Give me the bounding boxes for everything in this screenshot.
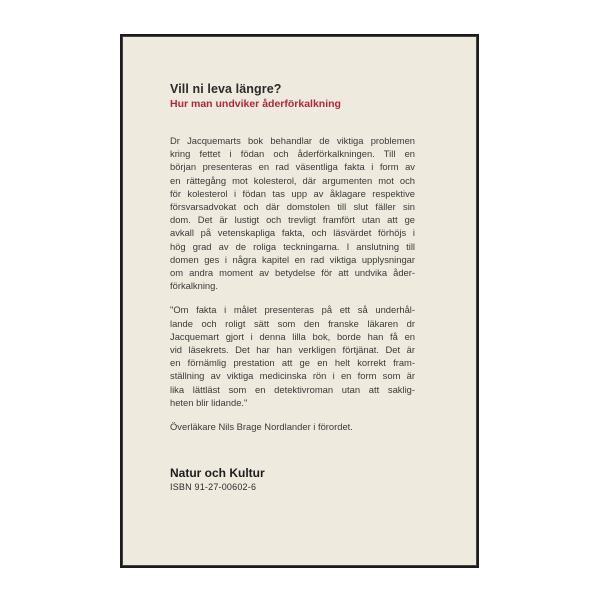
- book-back-cover: [120, 34, 479, 568]
- blurb: [170, 134, 415, 444]
- text-line: lande och roligt sätt som den franske läkaren dr: [170, 317, 415, 329]
- text-line: förkalkning.: [170, 280, 218, 292]
- quote-attribution: Överläkare Nils Brage Nordlander i förordet.: [170, 421, 353, 433]
- book-subtitle: Hur man undviker åderförkalkning: [170, 98, 341, 110]
- text-line: ställning av viktiga medicinska rön i en form som är: [170, 370, 415, 382]
- blurb-paragraph-1: [170, 134, 415, 292]
- text-line: Dr Jacquemarts bok behandlar de viktiga problemen: [170, 135, 415, 146]
- text-line: början presenteras en rad väsentliga fakta i form av: [170, 161, 415, 173]
- text-line: en förnämlig prestation att ge en helt korrekt fram-: [170, 357, 415, 369]
- blurb-quote: [170, 303, 415, 409]
- isbn-number: ISBN 91-27-00602-6: [170, 482, 257, 492]
- text-line: lika lättläst som en detektivroman utan att saklig-: [170, 383, 415, 395]
- text-line: Jacquemart gjort i denna lilla bok, borde han få en: [170, 330, 415, 342]
- publisher-name: Natur och Kultur: [170, 466, 265, 480]
- text-line: försvarsadvokat och där domstolen till slut fäller sin: [170, 201, 415, 213]
- text-line: hög grad av de roliga teckningarna. I anslutning till: [170, 240, 415, 252]
- text-line: om andra moment av betydelse för att undvika åder-: [170, 267, 415, 279]
- book-title: Vill ni leva längre?: [170, 82, 282, 96]
- text-line: "Om fakta i målet presenteras på ett så underhål-: [170, 304, 415, 316]
- text-line: för kolesterol i födan tas upp av åklagare respektive: [170, 187, 415, 199]
- text-line: dom. Det är lustigt och trevligt framfört utan att ge: [170, 214, 415, 226]
- text-line: kring fettet i födan och åderförkalkningen. Till en: [170, 148, 415, 160]
- text-line: vid läsekrets. Det har han verkligen förtjänat. Det är: [170, 344, 415, 356]
- text-line: en rättegång mot kolesterol, där argumenten mot och: [170, 174, 415, 186]
- text-line: avkall på vetenskapliga fakta, och läsvärdet förhöjs i: [170, 227, 415, 239]
- text-line: heten blir lidande.": [170, 396, 248, 408]
- text-line: domen ges i några kapitel en rad viktiga upplysningar: [170, 253, 415, 265]
